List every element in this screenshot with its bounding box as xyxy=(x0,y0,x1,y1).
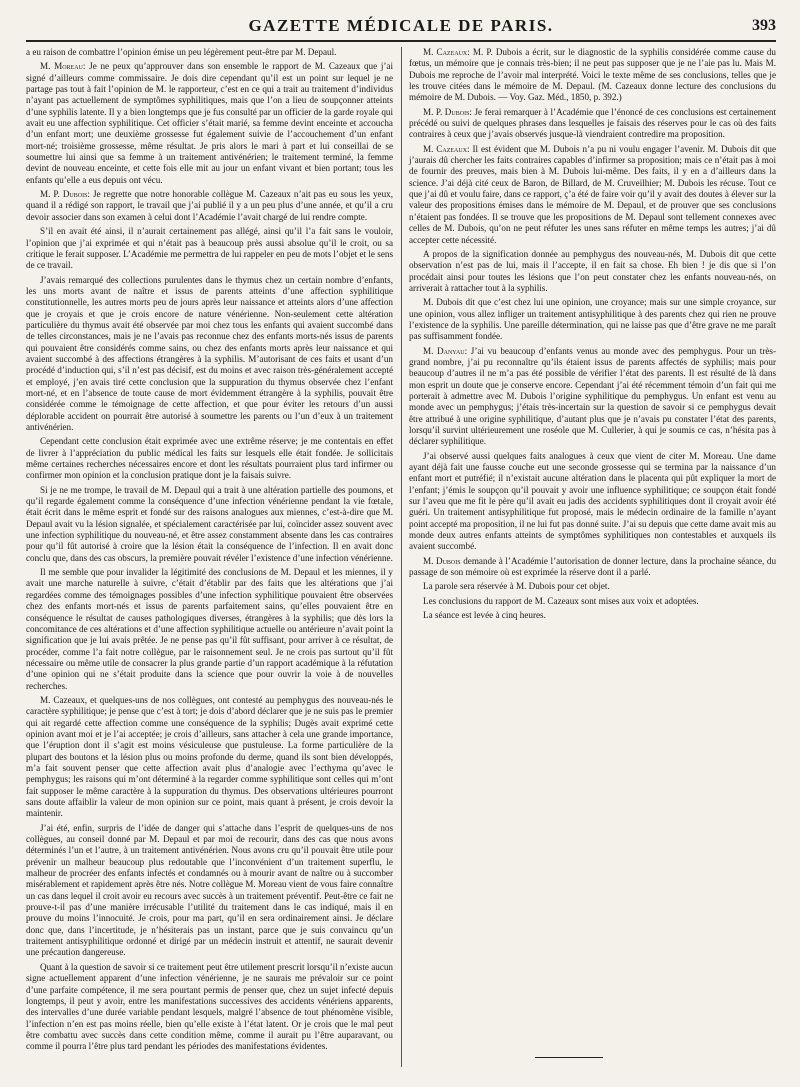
paragraph xyxy=(409,107,776,141)
paragraph-text: Je ferai remarquer à l’Académie que l’énoncé de ces conclusions est certainement précédé ou suivi de quelques phrases dans lesquelles je faisais des réserves pour le cas où des faits contraires à ceux que j’avais observés jusque-là viendraient contredire ma proposition. xyxy=(409,106,777,140)
paragraph-text: Je ne peux qu’approuver dans son ensemble le rapport de M. Cazeaux que j’ai signé d’ailleurs comme commissaire. Je dois dire cependant qu’il est un point sur lequel je ne partage pas tout à fait l’opinion de M. le rapporteur, c’est en ce qui a trait au traitement d’individus n’ayant pas actuellement de symptômes syphilitiques, mais que l’on a lieu de soupçonner atteints d’une syphilis latente. Il y a bien longtemps que je fus consulté par un officier de la garde royale qui avait eu une affection syphilitique. Cet officier s’était marié, sa femme devint enceinte et accoucha d’un enfant mort; une deuxième grossesse fut également suivie de l’accouchement d’un enfant mort-né; troisième grossesse, même résultat. Je pris alors le mari à part et lui conseillai de se soumettre lui ainsi que sa femme à un traitement antivénérien; le traitement terminé, la femme devint de nouveau enceinte, et cette fois elle mit au jour un enfant vivant et bien portant; tous les enfants qu’elle a eus depuis ont vécu. xyxy=(26,61,394,185)
paragraph xyxy=(26,61,393,186)
article-columns xyxy=(26,47,776,1067)
paragraph-text: A propos de la signification donnée au pemphygus des nouveau-nés, M. Dubois dit que cette observation n’est pas de lui, mais il l’accepte, il en fait sa chose. Eh bien ! je dis que si l’on procédait ainsi pour toutes les lésions que l’on peut constater chez les enfants nouveau-nés, on arriverait à rattacher tout à la syphilis. xyxy=(409,248,776,293)
paragraph xyxy=(409,581,776,592)
paragraph xyxy=(409,596,776,607)
paragraph xyxy=(26,485,393,564)
paragraph-text: La séance est levée à cinq heures. xyxy=(423,610,546,621)
paragraph xyxy=(409,346,776,448)
paragraph xyxy=(26,226,393,271)
paragraph xyxy=(26,47,393,58)
paragraph xyxy=(26,962,393,1053)
speaker-name: M. Moreau: xyxy=(40,61,86,72)
paragraph xyxy=(26,275,393,434)
speaker-name: M. Cazeaux: xyxy=(423,47,470,57)
paragraph xyxy=(26,189,393,223)
paragraph-text: Si je ne me trompe, le travail de M. Depaul qui a trait à une altération partielle des poumons, et qu’il regarde également comme la conséquence d’une infection vénérienne pendant la vie fœtale, était écrit dans le même esprit et fondé sur des raisons analogues aux miennes, c’est-à-dire que M. Depaul avait vu la lésion signalée, et spécialement caractérisée par lui, coïncider assez souvent avec une infection syphilitique du nouveau-né, et être assez constamment absente dans les cas contraires pour qu’il fût autorisé à croire que la lésion était la conséquence de l’infection. Il en avait donc conclu que, dans des cas obscurs, la première pouvait révéler l’existence d’une infection vénérienne. xyxy=(26,484,393,563)
paragraph xyxy=(409,556,776,579)
speaker-name: M. P. Dubois: xyxy=(423,106,472,117)
paragraph xyxy=(409,47,776,104)
page-title: GAZETTE MÉDICALE DE PARIS. xyxy=(248,16,554,35)
paragraph-text: Les conclusions du rapport de M. Cazeaux sont mises aux voix et adoptées. xyxy=(423,595,699,606)
paragraph xyxy=(409,297,776,342)
speaker-name: M. Cazeaux: xyxy=(423,143,470,154)
paragraph-text: Quant à la question de savoir si ce traitement peut être utilement prescrit lorsqu’il n’existe aucun signe actuellement apparent d’une infection vénérienne, je ne saurais me prévaloir sur ce point d’une parfaite compétence, il me sera pourtant permis de penser que, chez un sujet infecté depuis longtemps, il peut y avoir, entre les manifestations successives des accidents vénériens apparents, des intervalles d’une durée variable pendant lesquels, malgré l’absence de tout phénomène visible, l’infection n’en est pas moins réelle, bien qu’elle existe à l’état latent. Or je crois que le mal peut être combattu avec succès dans cette condition même, comme il aurait pu l’être auparavant, ou comme il pourra l’être plus tard pendant les périodes des manifestations évidentes. xyxy=(26,961,393,1052)
paragraph-text: demande à l’Académie l’autorisation de donner lecture, dans la prochaine séance, du passage de son mémoire où est exprimée la réserve dont il a parlé. xyxy=(409,555,777,578)
paragraph xyxy=(409,249,776,294)
speaker-name: M. P. Dubois: xyxy=(40,189,90,200)
paragraph xyxy=(409,451,776,553)
paragraph xyxy=(26,567,393,692)
paragraph xyxy=(409,144,776,246)
page-header xyxy=(26,14,776,42)
speaker-name: M. Dubois xyxy=(423,555,461,566)
paragraph-text: J’avais remarqué des collections purulentes dans le thymus chez un certain nombre d’enfants, les uns morts avant de naître et issus de parents atteints d’une affection syphilitique constitutionnelle, les autres morts peu de jours après leur naissance et atteints alors d’une affection que je croyais et que je crois encore de nature vénérienne. Non-seulement cette altération particulière du thymus avait été observée par moi chez tous les enfants qui avaient succombé dans de telles circonstances, mais je ne l’avais pas reconnue chez des enfants morts-nés issus de parents qui pouvaient être considérés comme sains, ou chez des enfants morts après leur naissance et qui avaient succombé à des affections étrangères à la syphilis. M’autorisant de ces faits et usant d’un procédé d’induction qui, s’il n’est pas décisif, est du moins et avec raison très-généralement accepté et employé, j’en avais tiré cette conclusion que la suppuration du thymus observée chez l’enfant mort-né, et en l’absence de toute cause de mort évidemment étrangère à la syphilis, pouvait être considérée comme le témoignage de cette affection, et que pour éviter les retours d’un aussi déplorable accident on pourrait être autorisé à soumettre les parents ou l’un d’eux à un traitement antivénérien. xyxy=(26,274,393,432)
paragraph-text: a eu raison de combattre l’opinion émise un peu légèrement peut-être par M. Depaul. xyxy=(26,47,337,57)
page-number: 393 xyxy=(752,17,776,34)
paragraph-text: J’ai été, enfin, surpris de l’idée de danger qui s’attache dans l’esprit de quelques-uns de nos collègues, au conseil donné par M. Depaul et par moi de recourir, dans des cas que nous avons déterminés l’un et l’autre, à un traitement antivénérien. Nous avons cru qu’il pouvait être utile pour prévenir un malheur beaucoup plus redoutable que l’inconvénient d’un traitement superflu, le malheur de procréer des enfants infectés et condamnés ou à mourir avant de naître ou à succomber misérablement et rapidement après être nés. Notre collègue M. Moreau vient de vous faire connaître un cas dans lequel il croit avoir eu recours avec succès à un traitement préventif. Peut-être ce fait ne prouve-t-il pas d’une manière irrécusable l’utilité du traitement dans le cas indiqué, mais il en prouve du moins l’innocuité. Je crois, pour ma part, qu’il en sera ordinairement ainsi. Je déclare donc que, dans l’incertitude, je n’hésiterais pas un instant, parce que je suis convaincu qu’un traitement antisyphilitique ordonné et dirigé par un médecin instruit et attentif, ne saurait devenir une précaution dangereuse. xyxy=(26,822,393,958)
paragraph-text: Il me semble que pour invalider la légitimité des conclusions de M. Depaul et les miennes, il y avait une marche naturelle à suivre, c’était d’établir par des faits que les altérations que j’ai regardées comme des témoignages possibles d’une infection syphilitique pouvaient être observées chez des enfants mort-nés et issus de parents parfaitement sains, qu’elles pouvaient être en conséquence le résultat de causes pathologiques diverses, étrangères à la syphilis; que dès lors la concomitance de ces altérations et d’une affection syphilitique actuelle ou antérieure n’avait point la signification que je lui avais prêtée. Je ne pense pas qu’il fût suffisant, pour arriver à ce résultat, de procéder, comme l’a fait notre collègue, par le raisonnement seul. Je ne crois pas surtout qu’il fût nécessaire ou même utile de consacrer la plus grande partie d’un rapport académique à la réfutation d’une opinion qui ne s’était produite dans la science que pour ouvrir la voie à de nouvelles recherches. xyxy=(26,567,393,691)
paragraph xyxy=(26,436,393,481)
paragraph-text: M. Dubois dit que c’est chez lui une opinion, une croyance; mais sur une simple croyance, sur une opinion, vous allez infliger un traitement antisyphilitique à des parents chez qui rien ne prouve l’existence de la syphilis. Une pareille détermination, qui ne laisse pas que d’être grave ne me paraît pas suffisamment fondée. xyxy=(409,297,776,342)
paragraph xyxy=(26,823,393,959)
paragraph-text: J’ai vu beaucoup d’enfants venus au monde avec des pemphygus. Pour un très-grand nombre, j’ai pu reconnaître qu’ils étaient issus de parents affectés de syphilis; mais pour beaucoup d’autres il ne m’a pas été possible de vérifier l’état des parents. Il est résulté de là dans mon esprit un doute que je conserve encore. Cependant j’ai été récemment témoin d’un fait qui me porterait à admettre avec M. Dubois l’origine syphilitique du pemphygus. Un enfant est venu au monde avec un pemphygus; j’étais très-incertain sur la question de savoir si ce pemphygus devait être attribué à une origine syphilitique, d’autant plus que je n’avais pu constater l’état des parents, lorsqu’il survint ultérieurement une roséole que M. Cullerier, à qui je soumis ce cas, n’hésita pas à déclarer syphilitique. xyxy=(409,345,777,447)
paragraph-text: Cependant cette conclusion était exprimée avec une extrême réserve; je me contentais en effet de livrer à l’appréciation du public médical les faits sur lesquels elle était fondée. Je sollicitais même certaines recherches nécessaires encore et dont les résultats pourraient plus tard infirmer ou confirmer mon opinion et la conclusion pratique dont je la faisais suivre. xyxy=(26,436,393,481)
end-rule xyxy=(535,1057,603,1058)
paragraph-text: Je regrette que notre honorable collègue M. Cazeaux n’ait pas eu sous les yeux, quand il a rédigé son rapport, le travail que j’ai publié il y a un peu plus d’une année, et qu’il a cru devoir associer dans son examen à celui dont l’Académie l’avait chargé de lui rendre compte. xyxy=(26,189,394,222)
paragraph-text: S’il en avait été ainsi, il n’aurait certainement pas allégé, ainsi qu’il l’a fait sans le vouloir, l’opinion que j’ai exprimée et qui n’était pas à beaucoup près aussi absolue qu’il le croit, ou sa critique le ferait supposer. L’Académie me permettra de lui rappeler en peu de mots l’objet et le sens de ce travail. xyxy=(26,226,393,271)
paragraph xyxy=(409,610,776,621)
paragraph-text: M. Cazeaux, et quelques-uns de nos collègues, ont contesté au pemphygus des nouveau-nés le caractère syphilitique; je pense que c’est à tort; je dois d’abord déclarer que je ne suis pas le premier qui ait regardé cette affection comme une conséquence de la syphilis; Dugès avait exprimé cette opinion avant moi et je l’ai acceptée; je crois d’ailleurs, sans attacher à cela une grande importance, que l’éruption dont il s’agit est moins vésiculeuse que pustuleuse. La forme particulière de la plupart des boutons et la lésion plus ou moins profonde du derme, quand ils sont bien développés, m’a fait souvent penser que cette affection avait plus d’analogie avec l’ecthyma qu’avec le pemphygus; les raisons qui m’ont déterminé à la regarder comme syphilitique sont celles qui m’ont fait supposer le même caractère à la suppuration du thymus. Des observations ultérieures pourront sans doute affaiblir la valeur de mon opinion sur ce point, mais quant à présent, je crois devoir la maintenir. xyxy=(26,694,393,819)
paragraph-text: Il est évident que M. Dubois n’a pu ni voulu engager l’avenir. M. Dubois dit que j’aurais dû chercher les faits contraires capables d’infirmer sa proposition; mais ce n’était pas à moi de fournir des preuves, mais bien à M. Dubois lui-même. Des faits, il y en a d’ailleurs dans la science. J’ai déjà cité ceux de Baron, de Billard, de M. Cruveilhier; M. Dubois les récuse. Tout ce que j’ai dû et voulu faire, dans ce rapport, ç’a été de faire voir qu’il y avait des doutes à élever sur la valeur des propositions émises dans le mémoire de M. Depaul, et de prouver que ses conclusions n’étaient pas fondées. Il se trouve que les propositions de M. Depaul sont tellement connexes avec celles de M. Dubois, qu’on ne peut réfuter les unes sans réfuter en même temps les autres; j’ai dû accepter cette nécessité. xyxy=(409,143,776,245)
paragraph-text: M. P. Dubois a écrit, sur le diagnostic de la syphilis considérée comme cause du fœtus, un mémoire que je connais très-bien; il ne peut pas supposer que je ne l’aie pas lu. Mais M. Dubois me reproche de l’avoir mal interprété. Voici le texte même de ses conclusions, telles que je les trouve citées dans le mémoire de M. Depaul. (M. Cazeaux donne lecture des conclusions du mémoire de M. Dubois. — Voy. Gaz. Méd., 1850, p. 392.) xyxy=(409,47,776,103)
paragraph-text: La parole sera réservée à M. Dubois pour cet objet. xyxy=(423,581,610,592)
paragraph-text: J’ai observé aussi quelques faits analogues à ceux que vient de citer M. Moreau. Une dame ayant déjà fait une fausse couche eut une seconde grossesse qui se termina par la naissance d’un enfant mort et putréfié; il n’existait aucune altération dans le placenta qui pût expliquer la mort de l’enfant; j’émis le soupçon qu’il pouvait y avoir une influence syphilitique; ce soupçon était fondé sur l’aveu que me fit le père qu’il avait eu jadis des accidents syphilitiques dont il croyait avoir été guéri. Un traitement antisyphilitique fut proposé, mais le médecin ordinaire de la famille n’ayant point accepté ma proposition, il ne lui fut pas donné suite. J’ai su depuis que cette dame avait mis au monde deux autres enfants atteints de symptômes syphilitiques non contestables et auxquels ils avaient succombé. xyxy=(409,450,776,552)
speaker-name: M. Danyau: xyxy=(423,345,468,356)
paragraph xyxy=(26,695,393,820)
